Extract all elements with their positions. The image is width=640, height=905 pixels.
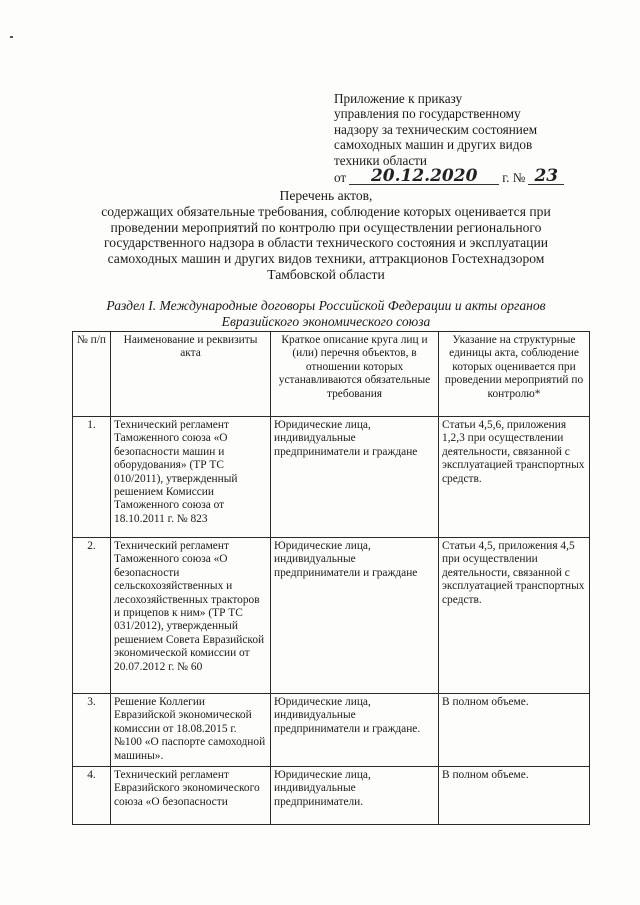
appendix-line: управления по государственному — [334, 106, 521, 122]
table-row — [73, 538, 590, 694]
structural-units: Статьи 4,5, приложения 4,5 при осуществлении деятельности, связанной с эксплуатацией транспортных средств. — [439, 538, 590, 694]
appendix-line: техники области — [334, 152, 427, 168]
scan-speck — [10, 36, 13, 38]
table-row — [73, 694, 590, 767]
heading-line: Перечень актов, — [279, 188, 373, 203]
table-row — [73, 417, 590, 538]
header-structural-units: Указание на структурные единицы акта, соблюдение которых оценивается при проведении мероприятий по контролю* — [439, 332, 590, 417]
scope-description: Юридические лица, индивидуальные предприниматели. — [271, 767, 439, 825]
act-name: Решение Коллегии Евразийской экономической комиссии от 18.08.2015 г. №100 «О паспорте самоходной машины». — [111, 694, 271, 767]
handwritten-order-number: 23 — [528, 169, 564, 185]
heading-line: государственного надзора в области технического состояния и эксплуатации — [103, 235, 548, 251]
table-row — [73, 767, 590, 825]
heading-line: проведении мероприятий по контролю при осуществлении регионального — [110, 219, 542, 235]
section-title — [70, 298, 582, 330]
heading-line: Тамбовской области — [267, 266, 385, 282]
section-line: Евразийского экономического союза — [221, 313, 431, 329]
section-line: Раздел I. Международные договоры Российской Федерации и акты органов — [106, 298, 546, 313]
scope-description: Юридические лица, индивидуальные предприниматели и граждане. — [271, 694, 439, 767]
scope-description: Юридические лица, индивидуальные предприниматели и граждане — [271, 417, 439, 538]
header-act-name: Наименование и реквизиты акта — [111, 332, 271, 417]
appendix-line: Приложение к приказу — [334, 91, 463, 106]
table-header-row — [73, 332, 590, 417]
order-number-label: г. № — [502, 169, 526, 185]
heading-line: самоходных машин и других видов техники, аттракционов Гостехнадзором — [107, 251, 545, 267]
row-number: 3. — [73, 694, 111, 767]
act-name: Технический регламент Таможенного союза «О безопасности машин и оборудования» (ТР ТС 010/2011), утвержденный решением Комиссии Таможенного союза от 18.10.2011 г. № 823 — [111, 417, 271, 538]
acts-table — [72, 331, 590, 825]
structural-units: В полном объеме. — [439, 767, 590, 825]
document-heading — [70, 188, 582, 283]
header-number: № п/п — [73, 332, 111, 417]
from-label: от — [334, 169, 347, 185]
structural-units: Статьи 4,5,6, приложения 1,2,3 при осуществлении деятельности, связанной с эксплуатацией транспортных средств. — [439, 417, 590, 538]
row-number: 4. — [73, 767, 111, 825]
appendix-line: надзору за техническим состоянием — [334, 121, 538, 137]
order-dateline — [334, 166, 594, 187]
row-number: 1. — [73, 417, 111, 538]
act-name: Технический регламент Таможенного союза «О безопасности сельскохозяйственных и лесохозяйственных тракторов и прицепов к ним» (ТР ТС 031/2012), утвержденный решением Совета Евразийской экономической комиссии от 20.07.2012 г. № 60 — [111, 538, 271, 694]
handwritten-date: 20.12.2020 — [349, 169, 499, 185]
appendix-block — [334, 91, 594, 185]
header-scope: Краткое описание круга лиц и (или) перечня объектов, в отношении которых устанавливаются обязательные требования — [271, 332, 439, 417]
appendix-line: самоходных машин и других видов — [334, 137, 533, 153]
structural-units: В полном объеме. — [439, 694, 590, 767]
row-number: 2. — [73, 538, 111, 694]
scope-description: Юридические лица, индивидуальные предприниматели и граждане — [271, 538, 439, 694]
act-name: Технический регламент Евразийского экономического союза «О безопасности — [111, 767, 271, 825]
heading-line: содержащих обязательные требования, соблюдение которых оценивается при — [101, 203, 551, 219]
